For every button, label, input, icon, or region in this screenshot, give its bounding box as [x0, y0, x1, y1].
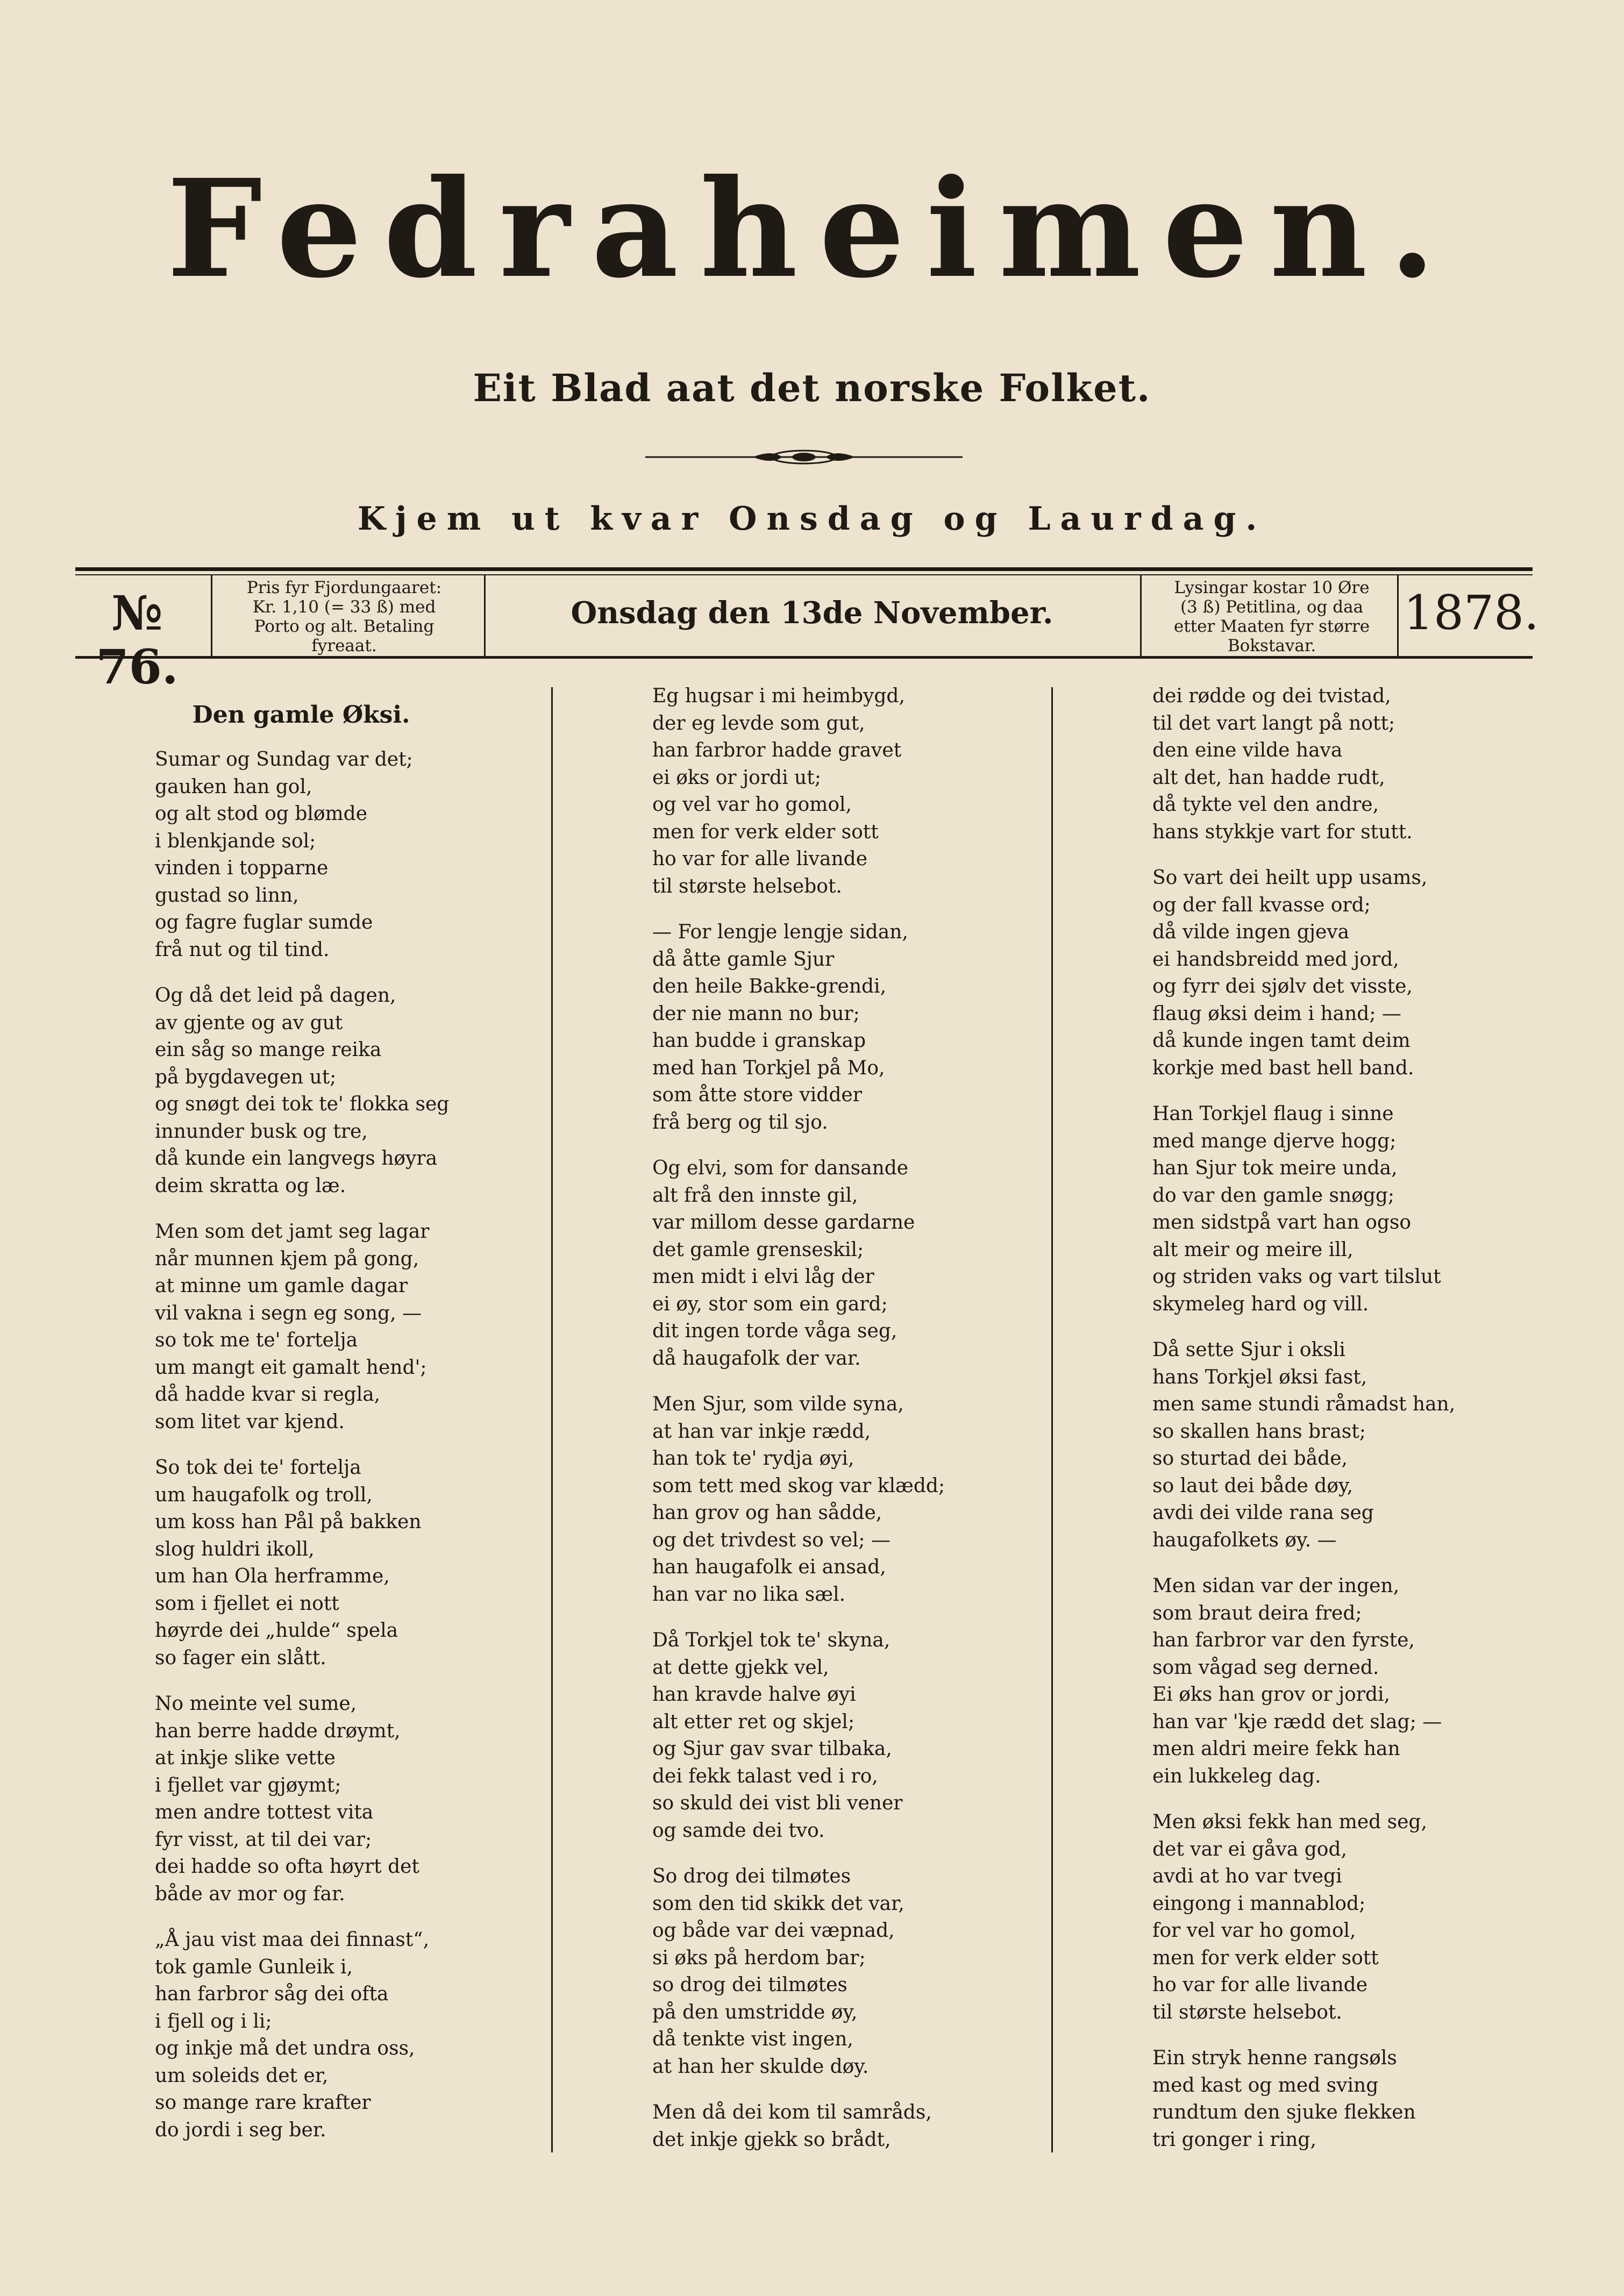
price-line: fyreaat. [311, 636, 377, 655]
poem-line: då tenkte vist ingen, [652, 2028, 853, 2050]
poem-line: frå berg og til sjo. [652, 1111, 828, 1133]
poem-line: men for verk elder sott [1152, 1946, 1379, 1969]
poem-line: ho var for alle livande [1152, 1974, 1368, 1996]
poem-line: og både var dei væpnad, [652, 1920, 895, 1942]
stanza [648, 1863, 945, 2080]
poem-line: som i fjellet ei nott [155, 1592, 339, 1615]
stanza [1148, 1101, 1455, 1318]
poem-line: so laut dei både døy, [1152, 1474, 1353, 1497]
column-divider [1051, 687, 1053, 2152]
poem-line: og vel var ho gomol, [652, 794, 852, 816]
poem-line: der eg levde som gut, [652, 712, 865, 735]
poem-line: han tok te' rydja øyi, [652, 1448, 854, 1470]
poem-line: men sidstpå vart han ogso [1152, 1211, 1412, 1233]
poem-line: som litet var kjend. [155, 1410, 345, 1433]
poem-line: han farbror såg dei ofta [155, 1983, 389, 2005]
stanza [648, 2099, 945, 2154]
poem-line: innunder busk og tre, [155, 1120, 368, 1143]
poem-line: den heile Bakke-grendi, [652, 975, 887, 997]
poem-line: skymeleg hard og vill. [1152, 1293, 1369, 1315]
poem-line: Ei øks han grov or jordi, [1152, 1684, 1391, 1706]
ads-line: (3 ß) Petitlina, og daa [1180, 597, 1364, 617]
poem-line: at inkje slike vette [155, 1747, 336, 1769]
poem-line: til det vart langt på nott; [1152, 712, 1395, 735]
poem-line: fyr visst, at til dei var; [155, 1828, 372, 1851]
ornament-divider [645, 446, 963, 468]
poem-line: med han Torkjel på Mo, [652, 1057, 885, 1079]
poem-line: alt etter ret og skjel; [652, 1710, 855, 1733]
poem-line: um soleids det er, [155, 2064, 329, 2087]
poem-line: då tykte vel den andre, [1152, 794, 1379, 816]
poem-line: tok gamle Gunleik i, [155, 1956, 353, 1978]
poem-line: um han Ola herframme, [155, 1565, 390, 1587]
issue-year: 1878. [1404, 585, 1539, 640]
poem-line: Ein stryk henne rangsøls [1152, 2047, 1397, 2069]
subscription-price [215, 578, 473, 655]
poem-line: det var ei gåva god, [1152, 1838, 1347, 1860]
poem-line: både av mor og far. [155, 1883, 345, 1905]
issue-date: Onsdag den 13de November. [571, 595, 1053, 631]
poem-line: på bygdavegen ut; [155, 1066, 337, 1088]
publication-schedule: Kjem ut kvar Onsdag og Laurdag. [357, 500, 1267, 538]
poem-line: hans stykkje vart for stutt. [1152, 821, 1413, 843]
poem-line: gauken han gol, [155, 775, 312, 798]
poem-line: do jordi i seg ber. [155, 2119, 326, 2141]
column-divider [551, 687, 553, 2152]
poem-line: der nie mann no bur; [652, 1002, 860, 1025]
poem-line: høyrde dei „hulde“ spela [155, 1620, 398, 1642]
poem-line: Men øksi fekk han med seg, [1152, 1811, 1427, 1833]
poem-line: so skallen hans brast; [1152, 1420, 1366, 1443]
infobar-top-thin-rule [75, 574, 1533, 575]
poem-line: han farbror var den fyrste, [1152, 1629, 1415, 1651]
poem-line: som tett med skog var klædd; [652, 1474, 945, 1497]
stanza [1148, 1573, 1455, 1790]
infobar-bottom-rule [75, 656, 1533, 659]
poem-line: dei hadde so ofta høyrt det [155, 1856, 419, 1878]
poem-line: so fager ein slått. [155, 1646, 326, 1669]
poem-line: um mangt eit gamalt hend'; [155, 1356, 427, 1379]
poem-line: frå nut og til tind. [155, 938, 330, 961]
stanza [648, 683, 945, 900]
poem-line: do var den gamle snøgg; [1152, 1184, 1395, 1207]
poem-line: i blenkjande sol; [155, 830, 316, 852]
stanza [648, 1391, 945, 1608]
poem-line: men andre tottest vita [155, 1801, 374, 1823]
poem-line: Men sidan var der ingen, [1152, 1575, 1400, 1597]
ads-line: Lysingar kostar 10 Øre [1174, 578, 1370, 597]
poem-line: So tok dei te' fortelja [155, 1457, 361, 1479]
poem-line: som åtte store vidder [652, 1084, 862, 1106]
poem-line: han berre hadde drøymt, [155, 1720, 401, 1742]
poem-line: so sturtad dei både, [1152, 1448, 1348, 1470]
poem-line: og striden vaks og vart tilslut [1152, 1266, 1441, 1288]
poem-line: då kunde ingen tamt deim [1152, 1030, 1411, 1052]
poem-line: då hadde kvar si regla, [155, 1384, 381, 1406]
poem-line: ei øks or jordi ut; [652, 766, 821, 789]
poem-line: ho var for alle livande [652, 848, 868, 870]
poem-line: i fjell og i li; [155, 2010, 272, 2033]
poem-line: alt det, han hadde rudt, [1152, 766, 1385, 789]
poem-line: då åtte gamle Sjur [652, 948, 835, 971]
poem-line: Han Torkjel flaug i sinne [1152, 1103, 1394, 1125]
poem-line: han farbror hadde gravet [652, 739, 902, 761]
poem-line: eingong i mannablod; [1152, 1892, 1366, 1915]
poem-line: alt meir og meire ill, [1152, 1238, 1354, 1261]
poem-line: So vart dei heilt upp usams, [1152, 867, 1428, 889]
poem-line: Men som det jamt seg lagar [155, 1221, 430, 1243]
poem-line: då haugafolk der var. [652, 1347, 861, 1370]
poem-line: alt frå den innste gil, [652, 1184, 858, 1207]
poem-line: som vågad seg derned. [1152, 1656, 1379, 1679]
poem-column-3 [1148, 683, 1455, 2172]
poem-line: Men då dei kom til samråds, [652, 2101, 932, 2123]
poem-line: men for verk elder sott [652, 821, 879, 843]
poem-line: han var no lika sæl. [652, 1583, 846, 1606]
poem-line: men aldri meire fekk han [1152, 1738, 1400, 1760]
poem-line: det inkje gjekk so brådt, [652, 2128, 891, 2151]
poem-line: og inkje må det undra oss, [155, 2037, 415, 2059]
poem-column-1 [151, 683, 452, 2163]
poem-line: av gjente og av gut [155, 1011, 343, 1034]
ads-line: Bokstavar. [1227, 636, 1316, 655]
poem-line: han kravde halve øyi [652, 1684, 856, 1706]
poem-line: gustad so linn, [155, 884, 299, 907]
poem-line: dei fekk talast ved i ro, [652, 1765, 878, 1787]
poem-line: ein såg so mange reika [155, 1039, 382, 1061]
poem-line: han grov og han sådde, [652, 1502, 882, 1524]
poem-line: Og elvi, som for dansande [652, 1157, 909, 1179]
poem-line: han Sjur tok meire unda, [1152, 1157, 1398, 1179]
poem-line: for vel var ho gomol, [1152, 1920, 1356, 1942]
price-line: Porto og alt. Betaling [254, 617, 435, 636]
poem-title: Den gamle Øksi. [192, 701, 410, 729]
poem-line: han budde i granskap [652, 1030, 866, 1052]
poem-line: avdi dei vilde rana seg [1152, 1502, 1374, 1524]
infobar-divider [1140, 575, 1142, 656]
stanza [151, 982, 452, 1200]
poem-line: i fjellet var gjøymt; [155, 1774, 341, 1796]
poem-line: han haugafolk ei ansad, [652, 1556, 886, 1578]
poem-line: Sumar og Sundag var det; [155, 748, 413, 771]
poem-line: og alt stod og blømde [155, 803, 368, 825]
poem-line: når munnen kjem på gong, [155, 1247, 419, 1270]
poem-line: ei øy, stor som ein gard; [652, 1293, 888, 1315]
poem-line: Og då det leid på dagen, [155, 985, 396, 1007]
poem-column-2 [648, 683, 945, 2172]
masthead-subtitle: Eit Blad aat det norske Folket. [473, 366, 1151, 410]
poem-line: og det trivdest so vel; — [652, 1529, 891, 1551]
poem-line: so mange rare krafter [155, 2092, 371, 2114]
poem-line: so skuld dei vist bli vener [652, 1792, 903, 1814]
poem-line: um haugafolk og troll, [155, 1484, 373, 1506]
poem-line: det gamle grenseskil; [652, 1238, 864, 1261]
poem-line: so drog dei tilmøtes [652, 1974, 847, 1996]
poem-line: og fagre fuglar sumde [155, 911, 373, 933]
poem-line: tri gonger i ring, [1152, 2128, 1316, 2151]
poem-line: men midt i elvi låg der [652, 1266, 874, 1288]
stanza [151, 1691, 452, 1908]
stanza [648, 919, 945, 1136]
stanza [1148, 683, 1455, 846]
poem-line: ei handsbreidd med jord, [1152, 948, 1399, 971]
poem-line: hans Torkjel øksi fast, [1152, 1366, 1367, 1388]
issue-number: № 76. [96, 585, 179, 695]
price-line: Kr. 1,10 (= 33 ß) med [252, 597, 436, 617]
price-line: Pris fyr Fjordungaaret: [246, 578, 442, 597]
stanza [151, 1218, 452, 1436]
stanza [151, 746, 452, 964]
stanza [1148, 2045, 1455, 2154]
poem-line: på den umstridde øy, [652, 2001, 858, 2023]
poem-line: ein lukkeleg dag. [1152, 1765, 1321, 1787]
poem-line: slog huldri ikoll, [155, 1538, 315, 1560]
poem-line: haugafolkets øy. — [1152, 1529, 1337, 1551]
ads-line: etter Maaten fyr større [1173, 617, 1370, 636]
poem-line: rundtum den sjuke flekken [1152, 2101, 1416, 2123]
stanza [1148, 865, 1455, 1082]
poem-line: til største helsebot. [1152, 2001, 1342, 2023]
poem-line: og fyrr dei sjølv det visste, [1152, 975, 1413, 997]
poem-line: og Sjur gav svar tilbaka, [652, 1738, 892, 1760]
poem-line: som den tid skikk det var, [652, 1892, 904, 1915]
poem-line: han var 'kje rædd det slag; — [1152, 1710, 1442, 1733]
stanza [151, 1927, 452, 2144]
masthead-title: Fedraheimen. [167, 149, 1457, 308]
poem-line: at dette gjekk vel, [652, 1656, 829, 1679]
poem-line: korkje med bast hell band. [1152, 1057, 1414, 1079]
poem-line: med kast og med sving [1152, 2074, 1379, 2097]
poem-line: deim skratta og læ. [155, 1174, 346, 1197]
poem-line: at han her skulde døy. [652, 2055, 869, 2078]
poem-line: at han var inkje rædd, [652, 1420, 871, 1443]
poem-line: avdi at ho var tvegi [1152, 1865, 1342, 1887]
poem-line: då kunde ein langvegs høyra [155, 1147, 438, 1170]
stanza [648, 1155, 945, 1372]
poem-line: men same stundi råmadst han, [1152, 1393, 1456, 1415]
poem-line: og der fall kvasse ord; [1152, 894, 1371, 916]
poem-line: so tok me te' fortelja [155, 1329, 358, 1351]
stanza [1148, 1337, 1455, 1554]
infobar-top-rule [75, 567, 1533, 571]
poem-line: Men Sjur, som vilde syna, [652, 1393, 904, 1415]
stanza [648, 1627, 945, 1844]
poem-line: Eg hugsar i mi heimbygd, [652, 685, 905, 707]
poem-line: si øks på herdom bar; [652, 1946, 866, 1969]
poem-line: vil vakna i segn eg song, — [155, 1302, 422, 1324]
poem-line: dei rødde og dei tvistad, [1152, 685, 1391, 707]
poem-line: at minne um gamle dagar [155, 1275, 408, 1297]
poem-line: var millom desse gardarne [652, 1211, 915, 1233]
poem-line: den eine vilde hava [1152, 739, 1343, 761]
poem-line: til største helsebot. [652, 875, 842, 897]
poem-line: og samde dei tvo. [652, 1819, 825, 1842]
poem-line: Då Torkjel tok te' skyna, [652, 1629, 891, 1651]
poem-line: med mange djerve hogg; [1152, 1130, 1397, 1152]
poem-line: No meinte vel sume, [155, 1693, 357, 1715]
poem-line: — For lengje lengje sidan, [652, 921, 908, 943]
poem-line: flaug øksi deim i hand; — [1152, 1002, 1401, 1025]
poem-line: som braut deira fred; [1152, 1602, 1362, 1624]
stanza [1148, 1809, 1455, 2026]
advertising-rates [1148, 578, 1395, 655]
infobar-divider [211, 575, 212, 656]
poem-line: „Å jau vist maa dei finnast“, [155, 1929, 430, 1951]
poem-line: og snøgt dei tok te' flokka seg [155, 1093, 450, 1115]
poem-line: vinden i topparne [155, 857, 329, 879]
poem-line: So drog dei tilmøtes [652, 1865, 851, 1887]
poem-line: dit ingen torde våga seg, [652, 1320, 898, 1342]
poem-line: um koss han Pål på bakken [155, 1511, 422, 1533]
infobar-divider [1397, 575, 1399, 656]
poem-line: då vilde ingen gjeva [1152, 921, 1350, 943]
poem-line: Då sette Sjur i oksli [1152, 1339, 1345, 1361]
stanza [151, 1454, 452, 1672]
